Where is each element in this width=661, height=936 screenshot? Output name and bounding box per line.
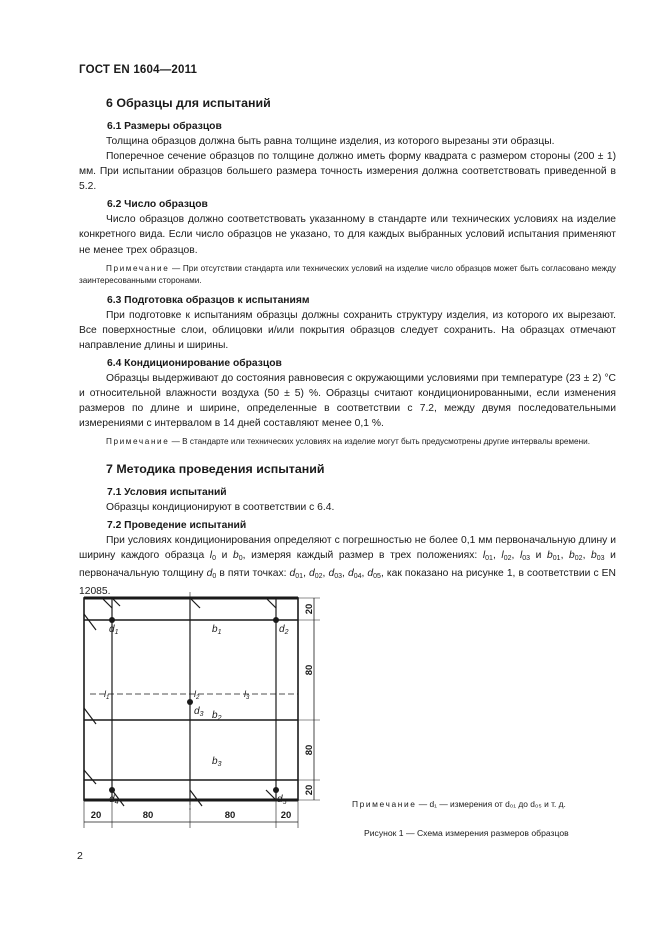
- label-d4: $d_4$: [109, 794, 119, 806]
- note-label: Примечание: [106, 437, 170, 447]
- point-d3: [187, 699, 193, 705]
- subsection-6-1-title: 6.1 Размеры образцов: [107, 121, 222, 132]
- dim-h-4: 20: [280, 810, 292, 821]
- paragraph-7-1: Образцы кондиционируют в соответствии с 6.4.: [106, 501, 335, 513]
- label-b1: $b_1$: [212, 624, 222, 636]
- note-6-4: [79, 436, 616, 449]
- dim-h-1: 20: [90, 810, 102, 821]
- paragraph-6-1-b: Поперечное сечение образцов по толщине должно иметь форму квадрата с размером стороны (200 ± 1) мм. При испытании образцов большего размера точность измерения должна соответствовать приведенной в 5.2.: [79, 151, 616, 193]
- page-number: 2: [77, 850, 83, 862]
- figure-caption: Рисунок 1 — Схема измерения размеров образцов: [364, 828, 569, 838]
- note-text: — В стандарте или технических условиях на изделие могут быть предусмотрены другие интервалы времени.: [169, 437, 590, 447]
- note-label: Примечание: [106, 263, 170, 273]
- figure-1-diagram: [76, 584, 336, 834]
- dim-v-3: 80: [304, 744, 315, 756]
- main-text-column: [79, 96, 616, 599]
- label-d2: $d_2$: [279, 624, 289, 636]
- label-d5: $d_5$: [277, 794, 287, 806]
- subsection-6-2-title: 6.2 Число образцов: [107, 199, 208, 211]
- point-d1: [109, 617, 115, 623]
- dim-h-2: 80: [142, 810, 154, 821]
- point-d2: [273, 617, 279, 623]
- dim-v-4: 20: [304, 784, 315, 796]
- measurement-scheme: [76, 584, 336, 834]
- paragraph-6-4: Образцы выдерживают до состояния равновесия с окружающими условиями при температуре (23 ± 2) °С и относительной влажности воздуха (50 ± 5) %. Образцы считают кондиционированными, если изменения размеров по длине и ширине, определенные в соответствии с 7.2, между двумя последовательными измерениями с интервалом в 14 дней составляют менее 0,1 %.: [79, 372, 616, 430]
- dim-v-2: 80: [304, 664, 315, 676]
- point-d4: [109, 787, 115, 793]
- figure-note-label: Примечание: [352, 799, 417, 809]
- subsection-7-1-title: 7.1 Условия испытаний: [107, 486, 227, 498]
- section-7-title: 7 Методика проведения испытаний: [106, 461, 325, 476]
- paragraph-6-2: Число образцов должно соответствовать указанному в стандарте или технических условиях на изделие конкретного вида. Если число образцов не указано, то для каждых выбранных условий испытания применяют не менее трех образцов.: [79, 214, 616, 256]
- paragraph-6-1-a: Толщина образцов должна быть равна толщине изделия, из которого вырезаны эти образцы.: [106, 136, 555, 147]
- dim-v-1: 20: [304, 603, 315, 615]
- document-header: ГОСТ EN 1604—2011: [79, 64, 198, 76]
- note-6-2: [79, 263, 616, 288]
- figure-note: [352, 797, 612, 811]
- figure-note-text: — d₁ — измерения от d₀₁ до d₀₅ и т. д.: [416, 799, 566, 809]
- label-d1: $d_1$: [109, 624, 119, 636]
- subsection-6-4-title: 6.4 Кондиционирование образцов: [107, 357, 282, 369]
- subsection-6-3-title: 6.3 Подготовка образцов к испытаниям: [107, 294, 310, 306]
- label-l1: $l_1$: [104, 689, 110, 701]
- subsection-7-2-title: 7.2 Проведение испытаний: [107, 519, 247, 531]
- dim-h-3: 80: [224, 810, 236, 821]
- label-b3: $b_3$: [212, 756, 222, 768]
- label-d3: $d_3$: [194, 706, 204, 718]
- section-6-title: 6 Образцы для испытаний: [106, 96, 271, 110]
- paragraph-6-3: При подготовке к испытаниям образцы должны сохранить структуру изделия, из которого их вырезают. Все поверхностные слои, облицовки и/или покрытия образцов следует сохранить. На образцах отмечают направление длины и ширины.: [79, 309, 616, 351]
- note-text: — При отсутствии стандарта или технических условий на изделие число образцов может быть согласовано между заинтересованными сторонами.: [79, 263, 616, 286]
- label-l2: $l_2$: [194, 689, 200, 701]
- label-b2: $b_2$: [212, 710, 222, 722]
- point-d5: [273, 787, 279, 793]
- paragraph-7-2: При условиях кондиционирования определяют с погрешностью не более 0,1 мм первоначальную длину и ширину каждого образца $l_0$ и $b_0$, измеряя каждый размер в трех положениях: $l_{01}$, $l_{02}$, $l_{03}$ и $b_{01}$, $b_{02}$, $b_{03}$ и первоначальную толщину $d_0$ в пяти точках: $d_{01}$, $d_{02}$, $d_{03}$, $d_{04}$, $d_{05}$, как показано на рисунке 1, в соответствии с EN 12085.: [79, 534, 616, 598]
- label-l3: $l_3$: [244, 689, 250, 701]
